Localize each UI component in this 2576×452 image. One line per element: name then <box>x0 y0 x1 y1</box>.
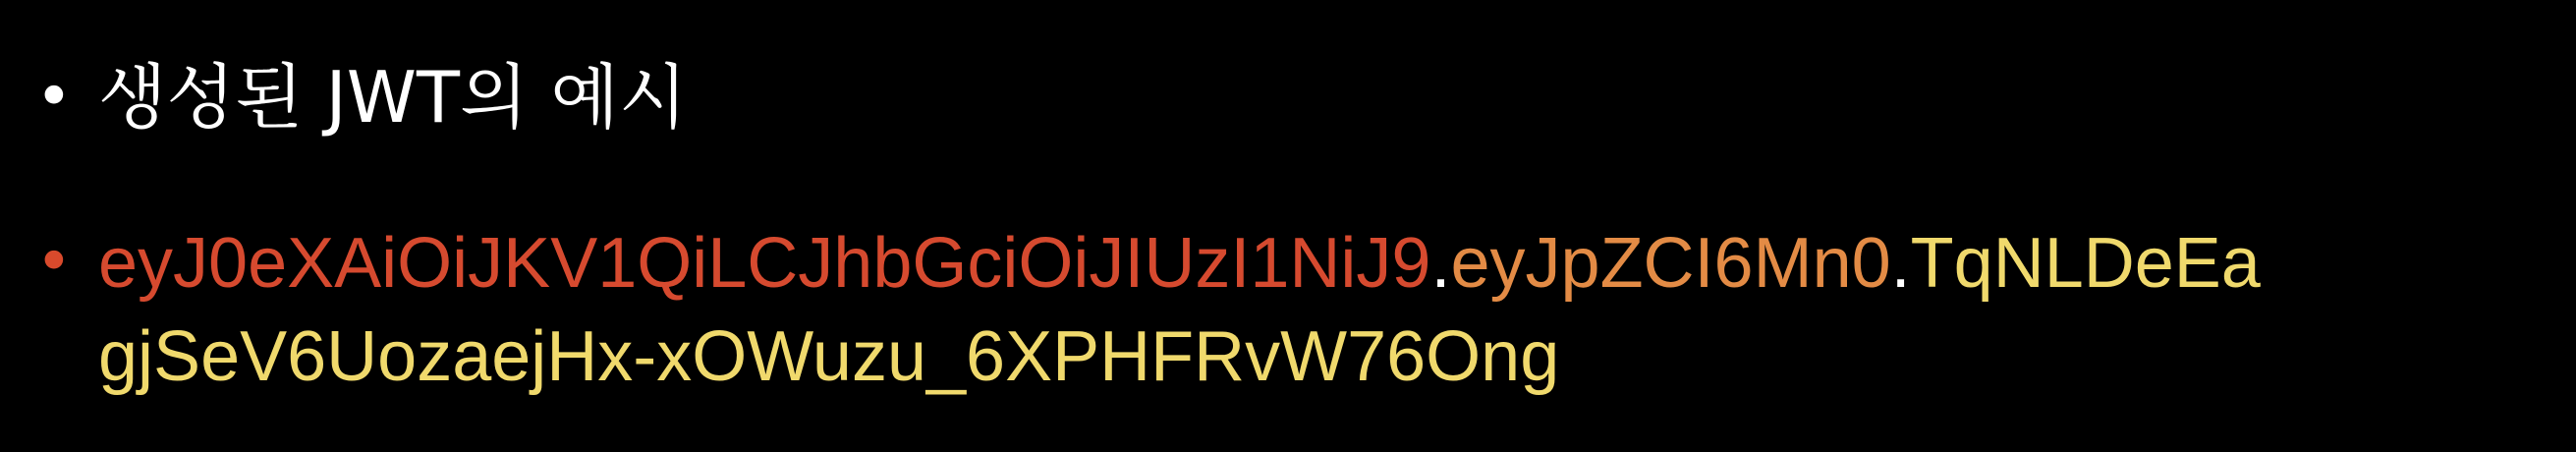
jwt-dot-1: . <box>1430 224 1451 303</box>
jwt-line-2 <box>98 310 2525 403</box>
jwt-payload: eyJpZCI6Mn0 <box>1450 224 1891 303</box>
jwt-signature-part1: TqNLDeEa <box>1910 224 2261 303</box>
jwt-signature-part2: gjSeV6UozaejHx-xOWuzu_6XPHFRvW76Ong <box>98 317 1560 396</box>
jwt-header: eyJ0eXAiOiJKV1QiLCJhbGciOiJIUzI1NiJ9 <box>98 224 1431 303</box>
bullet-marker: • <box>35 61 73 134</box>
jwt-line-1 <box>98 216 2525 310</box>
line-title-text: 생성된 JWT의 예시 <box>98 56 688 139</box>
jwt-token <box>98 216 2525 403</box>
bullet-line-title <box>35 51 688 143</box>
bullet-marker-jwt: • <box>35 226 73 299</box>
jwt-dot-2: . <box>1890 224 1911 303</box>
bullet-line-jwt <box>35 216 2550 403</box>
